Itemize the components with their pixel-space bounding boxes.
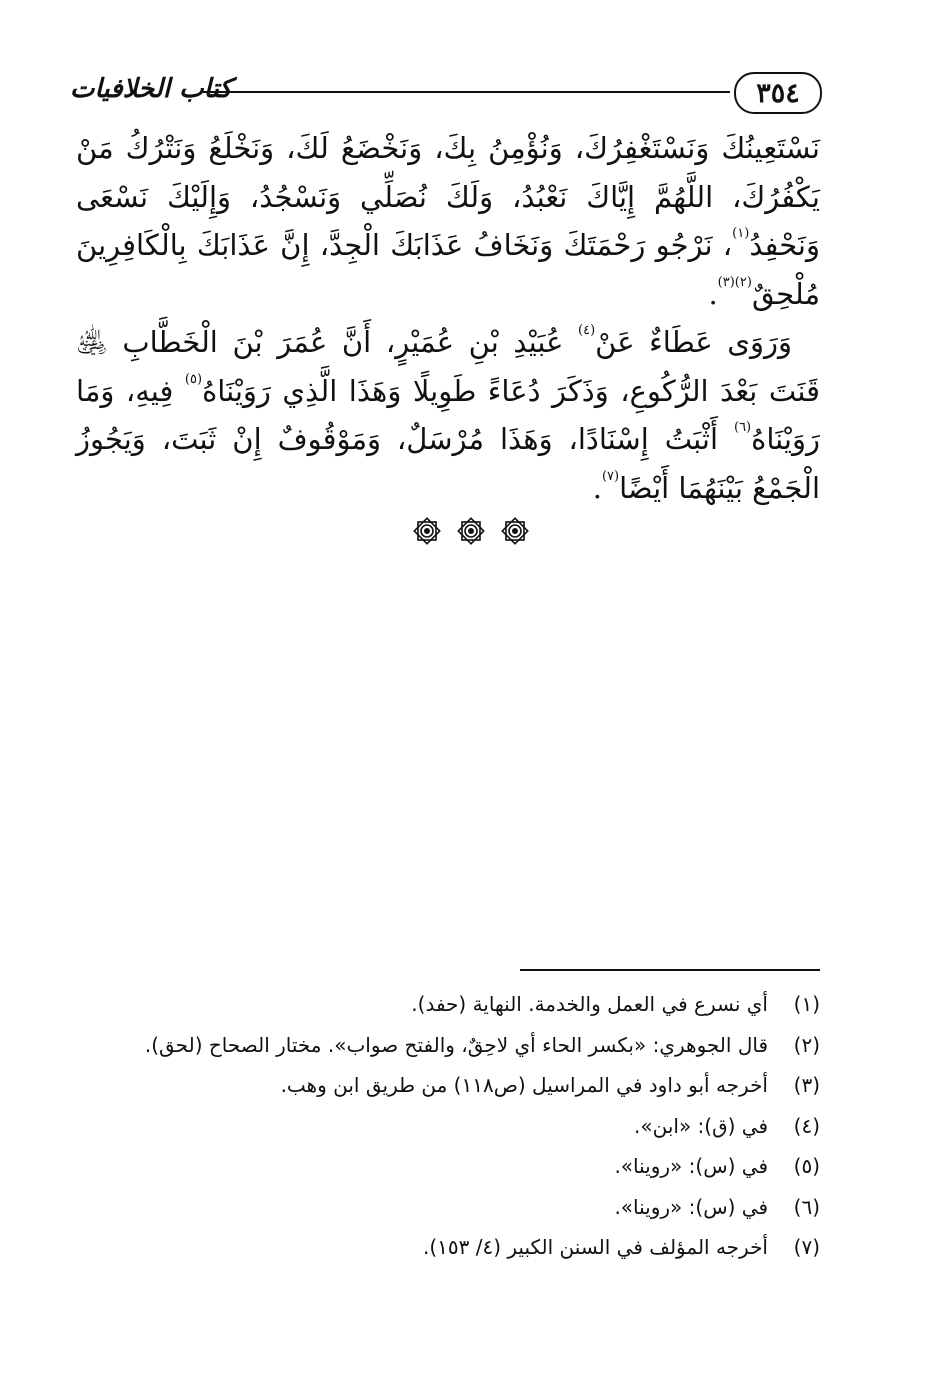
page-number-text: ٣٥٤ — [756, 77, 800, 109]
paragraph-1 — [76, 124, 820, 318]
footnotes — [60, 992, 820, 1276]
page-number — [734, 72, 822, 114]
footnote-item — [60, 1154, 820, 1195]
paragraph-2 — [76, 318, 820, 512]
page-header — [70, 66, 822, 116]
footnote-number: (٦) — [793, 1194, 820, 1219]
paragraph-1-text-a: نَسْتَعِينُكَ وَنَسْتَغْفِرُكَ، وَنُؤْمِنُ بِكَ، وَنَخْضَعُ لَكَ، وَنَخْلَعُ وَنَتْرُكُ مَنْ يَكْفُرُكَ، اللَّهُمَّ إِيَّاكَ نَعْبُدُ، وَلَكَ نُصَلِّي وَنَسْجُدُ، وَإِلَيْكَ نَسْعَى وَنَحْفِدُ — [76, 131, 820, 262]
footnote-item — [60, 992, 820, 1033]
footnote-number: (٧) — [793, 1235, 820, 1259]
footnote-number: (٤) — [793, 1113, 820, 1138]
footnote-text: قال الجوهري: «بكسر الحاء أي لاحِقٌ، والفتح صواب». مختار الصحاح (لحق). — [144, 1032, 768, 1057]
main-text — [76, 124, 820, 512]
footnote-ref-1: (١) — [732, 226, 750, 241]
paragraph-2-text-e: . — [592, 470, 602, 505]
footnote-number: (١) — [793, 992, 820, 1016]
paragraph-2-text-a: وَرَوَى عَطَاءٌ عَنْ — [595, 325, 792, 359]
footnote-text: في (س): «روينا». — [614, 1194, 768, 1219]
footnote-text: أي نسرع في العمل والخدمة. النهاية (حفد). — [411, 992, 768, 1016]
eight-point-star-icon — [456, 516, 486, 546]
header-rule — [200, 91, 730, 93]
footnote-ref-5: (٥) — [184, 371, 203, 387]
footnote-number: (٢) — [793, 1032, 820, 1057]
paragraph-2-text-c: فِيهِ، وَمَا رَوَيْنَاهُ — [76, 373, 820, 456]
eight-point-star-icon — [500, 516, 530, 546]
footnote-text: في (ق): «ابن». — [634, 1113, 768, 1138]
footnote-number: (٥) — [793, 1154, 820, 1178]
footnote-item — [60, 1033, 820, 1074]
footnote-item — [60, 1235, 820, 1276]
footnote-text: في (س): «روينا». — [614, 1154, 768, 1178]
footnote-text: أخرجه أبو داود في المراسيل (ص١١٨) من طريق ابن وهب. — [280, 1073, 768, 1097]
footnote-number: (٣) — [793, 1073, 820, 1097]
paragraph-1-text-b: ، نَرْجُو رَحْمَتَكَ وَنَخَافُ عَذَابَكَ الْجِدَّ، إِنَّ عَذَابَكَ بِالْكَافِرِينَ مُلْحِقٌ — [76, 228, 820, 311]
section-ornament — [0, 516, 942, 546]
paragraph-2-text-d: أَثْبَتُ إِسْنَادًا، وَهَذَا مُرْسَلٌ، وَمَوْقُوفٌ إِنْ ثَبَتَ، وَيَجُوزُ الْجَمْعُ بَيْنَهُمَا أَيْضًا — [76, 422, 820, 505]
paragraph-1-text-c: . — [708, 276, 718, 311]
footnote-item — [60, 1114, 820, 1155]
footnote-separator — [520, 969, 820, 971]
footnote-ref-4: (٤) — [578, 323, 596, 338]
footnote-text: أخرجه المؤلف في السنن الكبير (٤/ ١٥٣). — [422, 1235, 768, 1259]
footnote-item — [60, 1073, 820, 1114]
book-title: كتاب الخلافيات — [70, 74, 232, 104]
footnote-ref-2-3: (٢)(٣) — [717, 274, 752, 290]
footnote-ref-7: (٧) — [601, 468, 620, 484]
footnote-ref-6: (٦) — [733, 420, 752, 435]
footnote-item — [60, 1195, 820, 1236]
paragraph-2-text-b: عُبَيْدِ بْنِ عُمَيْرٍ، أَنَّ عُمَرَ بْنَ الْخَطَّابِ ﵁ قَنَتَ بَعْدَ الرُّكُوعِ، وَذَكَرَ دُعَاءً طَوِيلًا وَهَذَا الَّذِي رَوَيْنَاهُ — [76, 325, 820, 408]
eight-point-star-icon — [412, 516, 442, 546]
